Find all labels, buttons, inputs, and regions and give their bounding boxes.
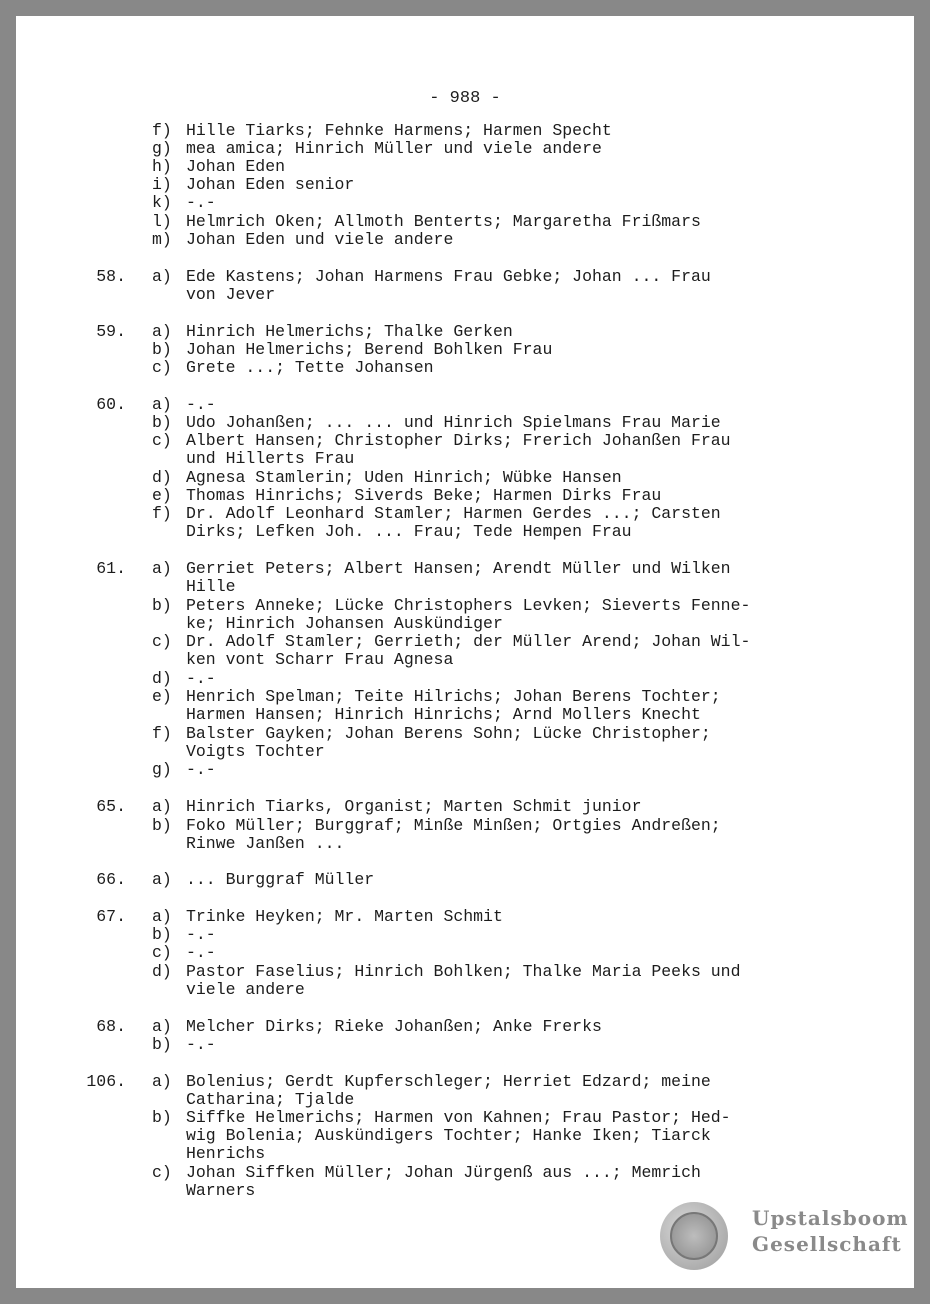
entry-line	[16, 1126, 914, 1145]
entry-text: wig Bolenia; Auskündigers Tochter; Hanke Iken; Tiarck	[186, 1126, 711, 1145]
entry-label: b)	[152, 596, 172, 615]
entry-line	[16, 267, 914, 286]
entry-label: a)	[152, 267, 172, 286]
entry-text: Johan Helmerichs; Berend Bohlken Frau	[186, 340, 553, 359]
entry-line	[16, 1017, 914, 1036]
entry-label: c)	[152, 431, 172, 450]
entry-text: -.-	[186, 925, 216, 944]
entry-line	[16, 907, 914, 926]
entry-line	[16, 816, 914, 835]
entry-line	[16, 285, 914, 304]
entry-text: ... Burggraf Müller	[186, 870, 375, 889]
entry-label: i)	[152, 175, 172, 194]
entry-line	[16, 413, 914, 432]
entry-text: mea amica; Hinrich Müller und viele andere	[186, 139, 602, 158]
entry-text: -.-	[186, 193, 216, 212]
entry-line	[16, 943, 914, 962]
entry-text: Warners	[186, 1181, 256, 1200]
entry-label: l)	[152, 212, 172, 231]
entry-label: g)	[152, 139, 172, 158]
entry-line	[16, 596, 914, 615]
entry-text: -.-	[186, 943, 216, 962]
entry-text: Hille Tiarks; Fehnke Harmens; Harmen Specht	[186, 121, 612, 140]
entry-text: Johan Siffken Müller; Johan Jürgenß aus ...; Memrich	[186, 1163, 701, 1182]
entry-text: Hinrich Helmerichs; Thalke Gerken	[186, 322, 513, 341]
entry-label: e)	[152, 486, 172, 505]
entry-text: Rinwe Janßen ...	[186, 834, 345, 853]
entry-line	[16, 1108, 914, 1127]
entry-text: Dr. Adolf Leonhard Stamler; Harmen Gerdes ...; Carsten	[186, 504, 721, 523]
entry-line	[16, 175, 914, 194]
entry-line	[16, 1144, 914, 1163]
entry-line	[16, 139, 914, 158]
entry-number: 66.	[96, 870, 126, 889]
entry-line	[16, 1035, 914, 1054]
entry-text: und Hillerts Frau	[186, 449, 355, 468]
entry-text: ken vont Scharr Frau Agnesa	[186, 650, 454, 669]
entry-text: Agnesa Stamlerin; Uden Hinrich; Wübke Hansen	[186, 468, 622, 487]
entry-label: e)	[152, 687, 172, 706]
entry-line	[16, 358, 914, 377]
entry-line	[16, 522, 914, 541]
publisher-name	[752, 1205, 909, 1257]
entry-line	[16, 760, 914, 779]
entry-label: c)	[152, 632, 172, 651]
publisher-stamp	[660, 1202, 909, 1272]
entry-line	[16, 212, 914, 231]
entry-line	[16, 724, 914, 743]
entry-line	[16, 1163, 914, 1182]
entry-text: Voigts Tochter	[186, 742, 325, 761]
entry-line	[16, 230, 914, 249]
entry-text: Albert Hansen; Christopher Dirks; Frerich Johanßen Frau	[186, 431, 731, 450]
entry-text: Melcher Dirks; Rieke Johanßen; Anke Frerks	[186, 1017, 602, 1036]
entry-line	[16, 1072, 914, 1091]
entry-label: a)	[152, 1017, 172, 1036]
entry-label: a)	[152, 395, 172, 414]
entry-number: 60.	[96, 395, 126, 414]
entry-text: Ede Kastens; Johan Harmens Frau Gebke; Johan ... Frau	[186, 267, 711, 286]
entry-label: d)	[152, 962, 172, 981]
entry-line	[16, 669, 914, 688]
entry-label: d)	[152, 669, 172, 688]
entry-line	[16, 468, 914, 487]
entry-line	[16, 577, 914, 596]
entry-text: Harmen Hansen; Hinrich Hinrichs; Arnd Mollers Knecht	[186, 705, 701, 724]
seal-icon	[660, 1202, 728, 1270]
entry-label: f)	[152, 121, 172, 140]
entry-text: Henrich Spelman; Teite Hilrichs; Johan Berens Tochter;	[186, 687, 721, 706]
entry-line	[16, 797, 914, 816]
entry-text: Johan Eden senior	[186, 175, 355, 194]
entry-text: Thomas Hinrichs; Siverds Beke; Harmen Dirks Frau	[186, 486, 662, 505]
entry-line	[16, 395, 914, 414]
entry-text: von Jever	[186, 285, 276, 304]
entry-text: -.-	[186, 669, 216, 688]
entry-line	[16, 1090, 914, 1109]
entry-text: -.-	[186, 760, 216, 779]
entry-text: Grete ...; Tette Johansen	[186, 358, 434, 377]
entry-line	[16, 742, 914, 761]
entry-number: 67.	[96, 907, 126, 926]
entry-text: Dr. Adolf Stamler; Gerrieth; der Müller Arend; Johan Wil-	[186, 632, 751, 651]
entry-text: Hinrich Tiarks, Organist; Marten Schmit junior	[186, 797, 642, 816]
entry-number: 106.	[86, 1072, 126, 1091]
entry-text: Pastor Faselius; Hinrich Bohlken; Thalke Maria Peeks und	[186, 962, 741, 981]
entry-text: Johan Eden	[186, 157, 286, 176]
entry-label: k)	[152, 193, 172, 212]
entry-label: d)	[152, 468, 172, 487]
entry-text: Henrichs	[186, 1144, 266, 1163]
entry-text: Peters Anneke; Lücke Christophers Levken; Sieverts Fenne-	[186, 596, 751, 615]
entry-label: c)	[152, 1163, 172, 1182]
entry-label: c)	[152, 943, 172, 962]
entry-line	[16, 193, 914, 212]
entry-line	[16, 504, 914, 523]
entry-line	[16, 980, 914, 999]
entry-line	[16, 632, 914, 651]
entry-text: Trinke Heyken; Mr. Marten Schmit	[186, 907, 503, 926]
entry-label: a)	[152, 322, 172, 341]
entry-line	[16, 449, 914, 468]
entry-line	[16, 157, 914, 176]
entry-label: g)	[152, 760, 172, 779]
entry-label: a)	[152, 870, 172, 889]
entry-line	[16, 322, 914, 341]
entry-text: Hille	[186, 577, 236, 596]
entry-text: Helmrich Oken; Allmoth Benterts; Margaretha Frißmars	[186, 212, 701, 231]
entry-text: Catharina; Tjalde	[186, 1090, 355, 1109]
entry-text: Balster Gayken; Johan Berens Sohn; Lücke Christopher;	[186, 724, 711, 743]
entry-line	[16, 614, 914, 633]
entry-number: 65.	[96, 797, 126, 816]
entry-text: ke; Hinrich Johansen Auskündiger	[186, 614, 503, 633]
entry-label: h)	[152, 157, 172, 176]
entry-label: b)	[152, 340, 172, 359]
entry-text: Foko Müller; Burggraf; Minße Minßen; Ortgies Andreßen;	[186, 816, 721, 835]
entry-line	[16, 340, 914, 359]
entry-line	[16, 962, 914, 981]
entry-line	[16, 925, 914, 944]
entry-label: f)	[152, 724, 172, 743]
entry-line	[16, 121, 914, 140]
entry-label: f)	[152, 504, 172, 523]
entry-line	[16, 870, 914, 889]
entry-number: 58.	[96, 267, 126, 286]
entry-label: b)	[152, 1108, 172, 1127]
entry-text: Udo Johanßen; ... ... und Hinrich Spielmans Frau Marie	[186, 413, 721, 432]
entry-text: Dirks; Lefken Joh. ... Frau; Tede Hempen Frau	[186, 522, 632, 541]
entry-line	[16, 687, 914, 706]
entry-number: 68.	[96, 1017, 126, 1036]
entry-text: Siffke Helmerichs; Harmen von Kahnen; Frau Pastor; Hed-	[186, 1108, 731, 1127]
entry-label: a)	[152, 797, 172, 816]
entry-text: -.-	[186, 1035, 216, 1054]
entry-label: b)	[152, 1035, 172, 1054]
entry-number: 61.	[96, 559, 126, 578]
page-number: - 988 -	[429, 89, 501, 108]
document-page	[16, 16, 914, 1288]
entry-text: Gerriet Peters; Albert Hansen; Arendt Müller und Wilken	[186, 559, 731, 578]
entry-text: -.-	[186, 395, 216, 414]
publisher-name-line1: Upstalsboom	[752, 1206, 909, 1230]
entry-label: b)	[152, 413, 172, 432]
entry-label: m)	[152, 230, 172, 249]
entry-text: Bolenius; Gerdt Kupferschleger; Herriet Edzard; meine	[186, 1072, 711, 1091]
entry-label: a)	[152, 1072, 172, 1091]
entry-line	[16, 834, 914, 853]
entry-line	[16, 559, 914, 578]
entry-number: 59.	[96, 322, 126, 341]
publisher-name-line2: Gesellschaft	[752, 1232, 902, 1256]
entry-label: b)	[152, 925, 172, 944]
entry-line	[16, 431, 914, 450]
entry-label: b)	[152, 816, 172, 835]
entry-line	[16, 1181, 914, 1200]
entry-label: a)	[152, 907, 172, 926]
entry-label: c)	[152, 358, 172, 377]
entry-label: a)	[152, 559, 172, 578]
entry-line	[16, 650, 914, 669]
entry-text: Johan Eden und viele andere	[186, 230, 454, 249]
entry-text: viele andere	[186, 980, 305, 999]
entry-line	[16, 705, 914, 724]
entry-line	[16, 486, 914, 505]
